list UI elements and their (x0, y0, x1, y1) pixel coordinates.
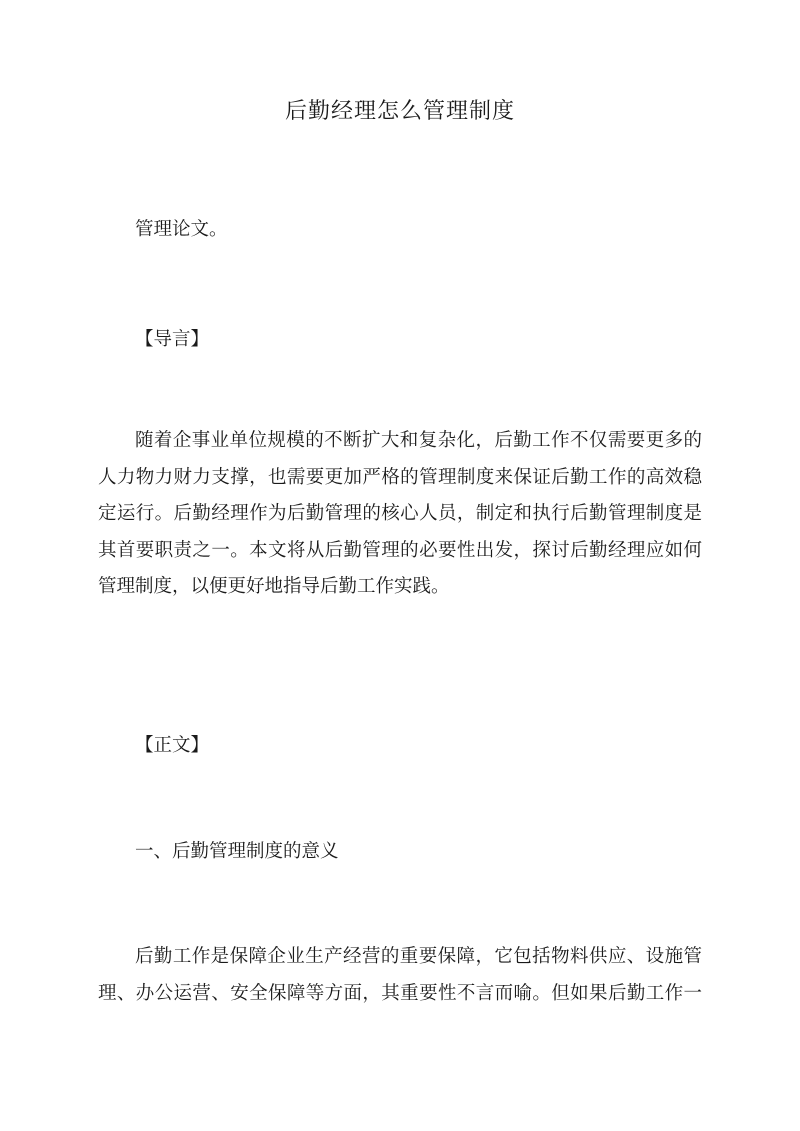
section1-heading: 一、后勤管理制度的意义 (135, 841, 339, 862)
intro-line: 其首要职责之一。本文将从后勤管理的必要性出发，探讨后勤经理应如何 (98, 539, 702, 561)
intro-paragraph (98, 423, 702, 606)
section1-paragraph (98, 939, 702, 1012)
section1-line: 后勤工作是保障企业生产经营的重要保障，它包括物料供应、设施管 (135, 946, 702, 967)
intro-line: 管理制度，以便更好地指导后勤工作实践。 (98, 576, 450, 597)
intro-heading: 【导言】 (135, 329, 210, 350)
section1-line: 理、办公运营、安全保障等方面，其重要性不言而喻。但如果后勤工作一 (98, 982, 702, 1004)
intro-line: 定运行。后勤经理作为后勤管理的核心人员，制定和执行后勤管理制度是 (98, 503, 702, 524)
body-heading: 【正文】 (135, 735, 210, 756)
intro-line: 人力物力财力支撑，也需要更加严格的管理制度来保证后勤工作的高效稳 (98, 466, 702, 488)
document-title: 后勤经理怎么管理制度 (284, 99, 515, 124)
keywords-paragraph: 管理论文。 (135, 219, 228, 240)
intro-line: 随着企事业单位规模的不断扩大和复杂化，后勤工作不仅需要更多的 (135, 430, 702, 451)
